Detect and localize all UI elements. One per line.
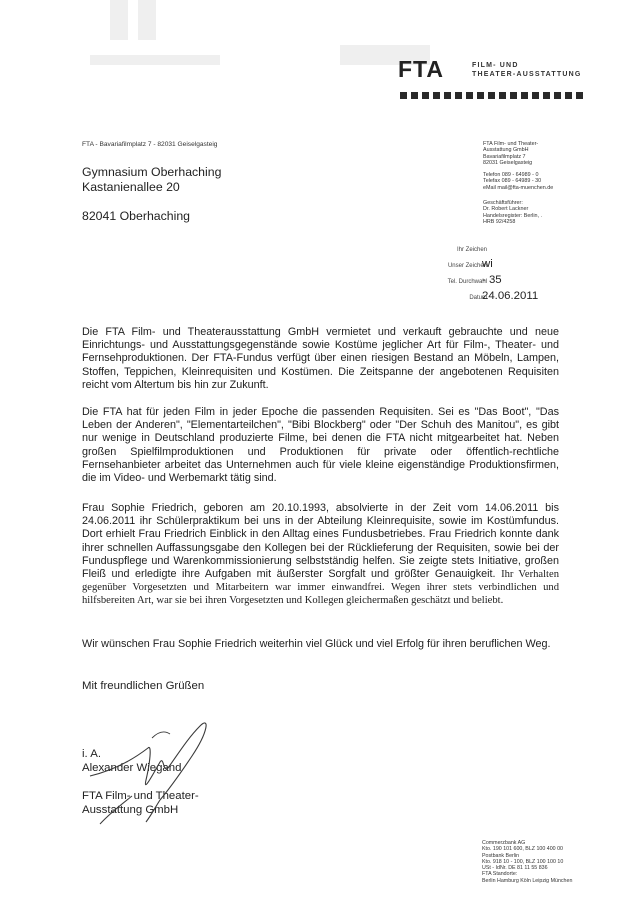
bank-info-line: USt - IdNr. DE 81 11 55 836	[482, 865, 548, 872]
signatory-company-line-1: FTA Film- und Theater-	[82, 790, 199, 802]
handwritten-signature	[60, 718, 260, 828]
signatory-company-line-2: Ausstattung GmbH	[82, 804, 179, 816]
company-address-line: Ausstattung GmbH	[483, 147, 529, 154]
durchwahl-value: - 35	[482, 274, 502, 286]
logo-subtitle-line1: FILM- UND	[472, 62, 519, 69]
datum-label: Datum	[469, 295, 487, 301]
bank-info-line: Postbank Berlin	[482, 852, 520, 859]
ihr-zeichen-label: Ihr Zeichen	[456, 247, 487, 253]
recipient-line-1: Gymnasium Oberhaching	[82, 165, 222, 179]
body-paragraph-4: Wir wünschen Frau Sophie Friedrich weiterhin viel Glück und viel Erfolg für ihren beruflichen Weg.	[82, 638, 551, 650]
bank-info-line: Commerzbank AG	[482, 840, 526, 846]
body-paragraph-3-serif: Ihr Verhalten gegenüber Vorgesetzten und Mitarbeitern war immer einwandfrei. Wegen ihrer stets verbindlichen und hilfsbereiten Art, war sie bei ihren Vorgesetzten und Kollegen gleichermaßen geschätzt und beliebt.	[82, 569, 560, 607]
logo-subtitle-line2: THEATER-AUSSTATTUNG	[472, 71, 582, 78]
signatory-name: Alexander Wiegand	[82, 762, 182, 774]
closing-greeting: Mit freundlichen Grüßen	[82, 680, 205, 692]
fta-logo: FTA	[398, 56, 445, 82]
company-management-line: HRB 92/4258	[483, 218, 516, 225]
logo-dotted-bar	[400, 92, 583, 99]
company-address-line: Bavariafilmplatz 7	[483, 153, 526, 160]
body-paragraph-1: Die FTA Film- und Theaterausstattung GmbH vermietet und verkauft gebrauchte und neue Einrichtungs- und Ausstattungsgegenstände sowie Kostüme jeglicher Art für Film-, Theater- und Fernsehproduktionen. Der FTA-Fundus verfügt über einen riesigen Bestand an Möbeln, Lampen, Stoffen, Teppichen, Kleinrequisiten und Kostümen. Die Zeitspanne der angebotenen Requisiten reicht vom Altertum bis hin zur Zukunft.	[82, 326, 559, 391]
company-contact-line: eMail mail@fta-muenchen.de	[483, 184, 554, 191]
unser-zeichen-value: wi	[482, 258, 493, 270]
company-management-line: Dr. Robert Lackner	[483, 206, 529, 213]
bank-info-block	[482, 840, 572, 884]
company-management-block	[483, 200, 542, 225]
bank-info-line: Kto. 190 101 600, BLZ 100 400 00	[482, 846, 563, 853]
datum-value: 24.06.2011	[482, 290, 539, 302]
body-paragraph-2: Die FTA hat für jeden Film in jeder Epoche die passenden Requisiten. Sei es "Das Boot", "Das Leben der Anderen", "Elementarteilchen", "Bibi Blockberg" oder "Der Schuh des Manitou", es gibt nur wenige in Deutschland produzierte Filme, bei denen die FTA nicht mitgearbeitet hat. Neben großen Spielfilmproduktionen und Produktionen für private oder öffentlich-rechtliche Fernsehanbieter arbeitet das Unternehmen auch für viele kleine eigenständige Produktionsfirmen, die im Video- und Werbemarkt tätig sind.	[82, 406, 559, 485]
company-management-line: Handelsregister: Berlin, .	[483, 212, 543, 219]
bank-info-line: FTA Standorte:	[482, 871, 518, 878]
company-contact-line: Telefon 089 - 64989 - 0	[483, 172, 539, 178]
company-contact-block	[483, 172, 553, 191]
ia-prefix: i. A.	[82, 748, 101, 760]
bank-info-line: Berlin Hamburg Köln Leipzig München	[482, 877, 573, 884]
body-paragraph-3	[82, 502, 559, 608]
bank-info-line: Kto. 918 10 - 100, BLZ 100 100 10	[482, 858, 564, 865]
company-address-line: 82031 Geiselgasteig	[483, 159, 533, 166]
sender-line: FTA - Bavariafilmplatz 7 - 82031 Geiselgasteig	[82, 141, 218, 148]
recipient-line-2: Kastanienallee 20	[82, 180, 180, 194]
company-address-line: FTA Film- und Theater-	[483, 141, 539, 147]
recipient-line-3: 82041 Oberhaching	[82, 209, 191, 223]
unser-zeichen-label: Unser Zeichen	[447, 263, 487, 269]
company-management-line: Geschäftsführer:	[483, 200, 523, 206]
company-contact-line: Telefax 089 - 64989 - 30	[483, 178, 542, 185]
body-paragraph-3-text: Frau Sophie Friedrich, geboren am 20.10.1993, absolvierte in der Zeit vom 14.06.2011 bis 24.06.2011 ihr Schülerpraktikum bei uns in der Abteilung Kleinrequisite, sowie im Kostümfundus. Dort erhielt Frau Friedrich Einblick in den Alltag eines Fundusbetriebes. Frau Friedrich konnte dank ihrer schnellen Auffassungsgabe den Kollegen bei der Rücklieferung der Requisiten, sowie bei der Funduspflege und Warenkommissionierung selbstständig helfen. Sie zeigte stets Initiative, großen Fleiß und erledigte ihre Aufgaben mit äußerster Sorgfalt und größter Genauigkeit.	[82, 502, 559, 581]
durchwahl-label: Tel. Durchwahl	[447, 279, 487, 285]
company-address-block	[483, 141, 538, 166]
